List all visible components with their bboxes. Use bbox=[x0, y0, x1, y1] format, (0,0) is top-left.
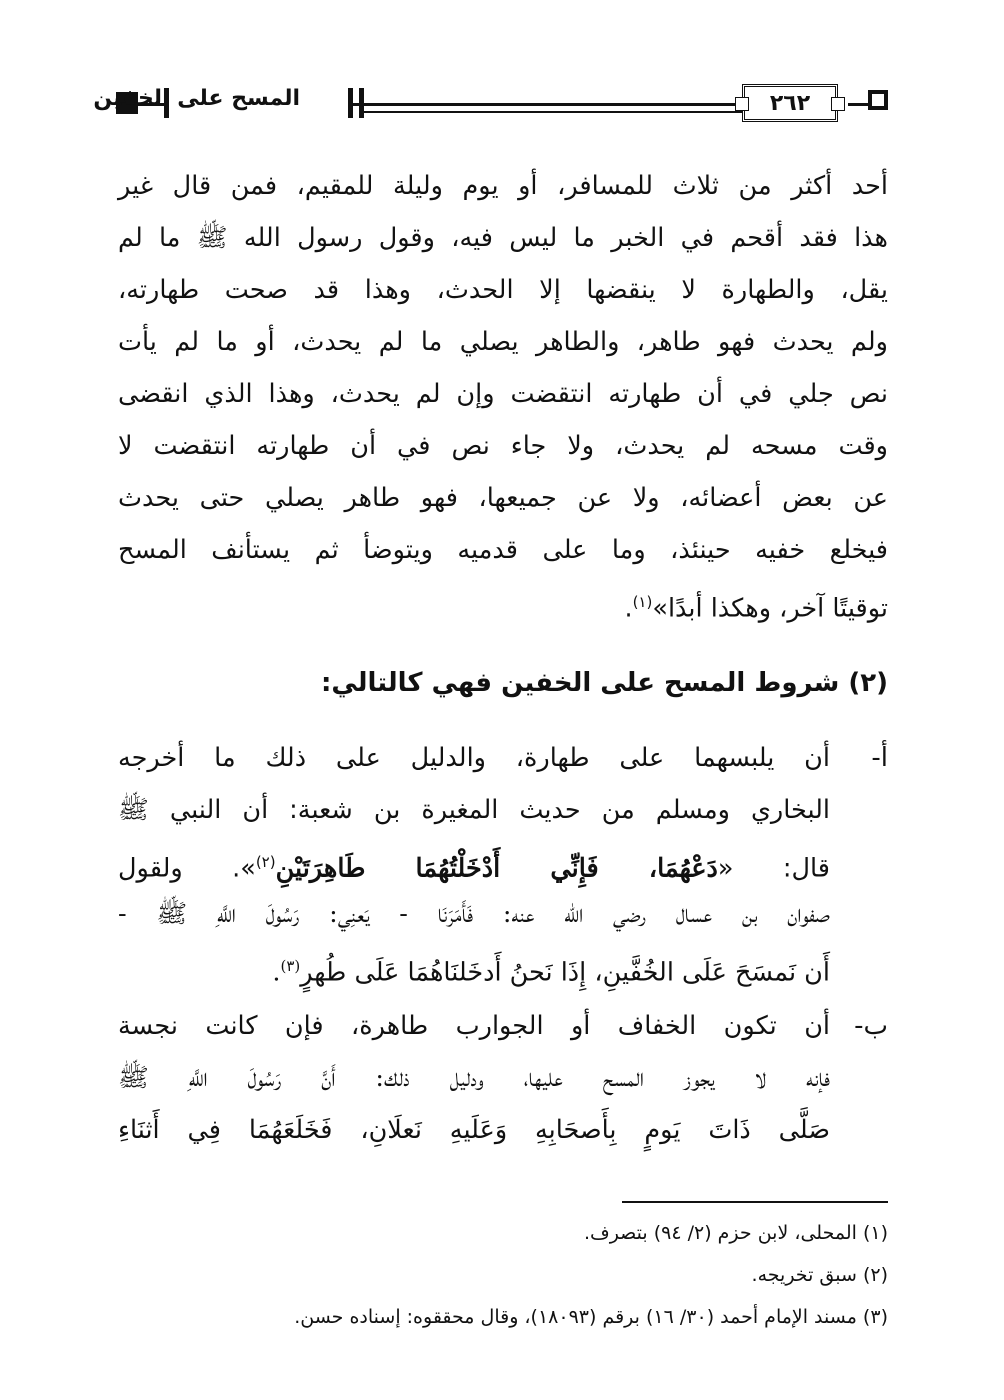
paragraph-last-line bbox=[118, 576, 888, 628]
item-marker: ب- bbox=[854, 1011, 888, 1041]
header-right-square-ornament bbox=[868, 90, 888, 110]
footnote-ref-3: (٣) bbox=[280, 957, 301, 975]
paragraph-end-mark: . bbox=[624, 593, 633, 624]
main-paragraph bbox=[118, 160, 888, 628]
header-rule bbox=[364, 111, 742, 113]
footnote-1: (١) المحلى، لابن حزم (٢/ ٩٤) بتصرف. bbox=[583, 1222, 888, 1244]
paragraph-line: عن بعض أعضائه، ولا عن جميعها، فهو طاهر يصلي حتى يحدث bbox=[118, 483, 888, 513]
paragraph-line: أحد أكثر من ثلاث للمسافر، أو يوم وليلة للمقيم، فمن قال غير bbox=[118, 171, 888, 201]
chapter-title: المسح على الخفين bbox=[93, 86, 300, 111]
footnote-ref-1: (١) bbox=[632, 593, 653, 611]
item-end-mark: . bbox=[272, 957, 281, 988]
section-heading: (٢) شروط المسح على الخفين فهي كالتالي: bbox=[321, 668, 888, 698]
item-line-hadith bbox=[118, 836, 830, 888]
hadith-quote: دَعْهُمَا، فَإِنِّي أَدْخَلْتُهُمَا طَاهِرَتَيْنِ bbox=[275, 853, 718, 884]
condition-item-a bbox=[116, 732, 888, 992]
item-line-last bbox=[118, 940, 830, 992]
paragraph-line: يقل، والطهارة لا ينقضها إلا الحدث، وهذا قد صحت طهارته، bbox=[118, 275, 888, 305]
condition-item-b bbox=[116, 1000, 888, 1160]
paragraph-line: فيخلع خفيه حينئذ، وما على قدميه ويتوضأ ثم يستأنف المسح bbox=[118, 535, 888, 565]
item-line: أن تكون الخفاف أو الجوارب طاهرة، فإن كانت نجسة bbox=[118, 1011, 830, 1041]
paragraph-line: توقيتًا آخر، وهكذا أبدًا» bbox=[652, 593, 888, 624]
paragraph-line: هذا فقد أقحم في الخبر ما ليس فيه، وقول رسول الله ﷺ ما لم bbox=[118, 223, 888, 253]
page-header bbox=[93, 84, 888, 126]
item-line: فإنه لا يجوز المسح عليها، ودليل ذلك: أَنَّ رَسُولَ اللَّهِ ﷺ bbox=[118, 1063, 830, 1093]
item-line: صفوان بن عسال رضي الله عنه: فَأَمَرَنَا - يَعنِي: رَسُولَ اللَّهِ ﷺ - bbox=[118, 899, 830, 929]
footnote-2: (٢) سبق تخريجه. bbox=[751, 1264, 888, 1286]
quote-prefix: قال: « bbox=[717, 853, 830, 884]
page-number-frame bbox=[742, 84, 838, 122]
page-number: ٢٦٢ bbox=[769, 90, 811, 116]
paragraph-line: ولم يحدث فهو طاهر، والطاهر يصلي ما لم يحدث، أو ما لم يأت bbox=[118, 327, 888, 357]
item-line: البخاري ومسلم من حديث المغيرة بن شعبة: أن النبي ﷺ bbox=[118, 795, 830, 825]
item-marker: أ- bbox=[871, 743, 888, 773]
footnote-3: (٣) مسند الإمام أحمد (٣٠/ ١٦) برقم (١٨٠٩٣)، وقال محققوه: إسناده حسن. bbox=[294, 1306, 888, 1328]
quote-suffix: ». ولقول bbox=[118, 853, 256, 884]
item-line: أَن نَمسَحَ عَلَى الخُفَّينِ، إِذَا نَحنُ أَدخَلنَاهُمَا عَلَى طُهرٍ bbox=[300, 957, 830, 988]
item-line: أن يلبسهما على طهارة، والدليل على ذلك ما أخرجه bbox=[118, 743, 830, 773]
footnote-separator bbox=[622, 1201, 888, 1203]
header-rule bbox=[364, 103, 742, 106]
paragraph-line: وقت مسحه لم يحدث، ولا جاء نص في أن طهارته انتقضت لا bbox=[118, 431, 888, 461]
paragraph-line: نص جلي في أن طهارته انتقضت وإن لم يحدث، وهذا الذي انقضى bbox=[118, 379, 888, 409]
item-line: صَلَّى ذَاتَ يَومٍ بِأَصحَابِهِ وَعَلَيهِ نَعلَانِ، فَخَلَعَهُمَا فِي أَثنَاءِ bbox=[118, 1115, 830, 1145]
footnote-ref-2: (٢) bbox=[255, 853, 276, 871]
